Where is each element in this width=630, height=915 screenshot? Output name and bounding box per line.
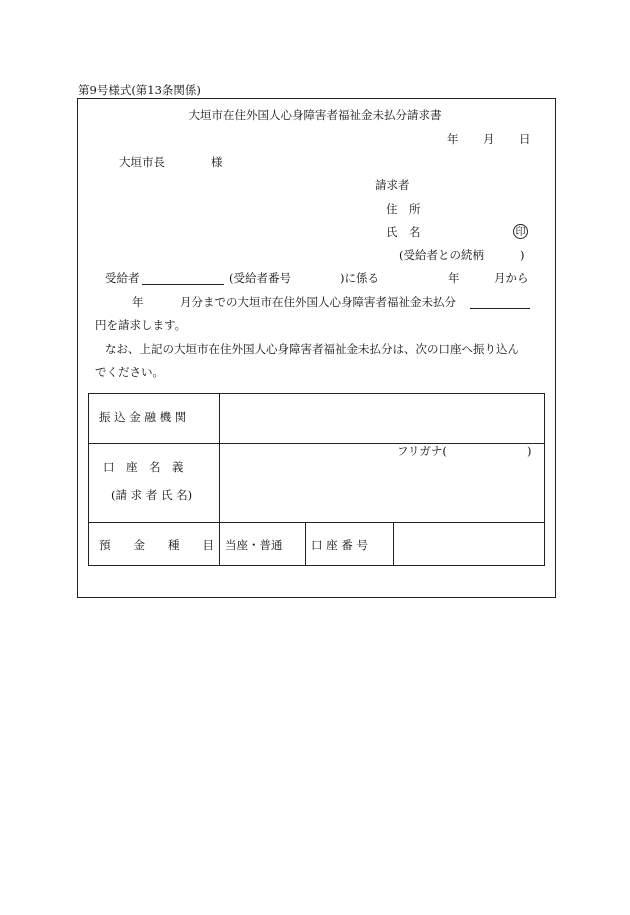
deposit-type-label: 預 金 種 目 — [99, 538, 214, 552]
account-holder-field[interactable] — [229, 462, 539, 518]
form-title: 大垣市在住外国人心身障害者福祉金未払分請求書 — [188, 108, 442, 122]
date-day: 日 — [519, 132, 531, 146]
recipient-number-label: (受給者番号 — [229, 271, 291, 285]
bank-label: 振 込 金 融 機 関 — [99, 410, 187, 424]
account-table — [88, 393, 545, 566]
addressee-honorific: 様 — [211, 155, 223, 169]
requester-label: 請求者 — [375, 178, 410, 192]
form-number: 第9号様式(第13条関係) — [78, 83, 201, 97]
from-year-label: 年 — [448, 271, 460, 285]
note-text-cont: でください。 — [95, 365, 164, 379]
table-col-divider — [305, 522, 306, 566]
to-year-label: 年 — [132, 295, 144, 309]
deposit-type-value[interactable]: 当座・普通 — [225, 538, 283, 552]
furigana-close: ) — [527, 444, 532, 458]
table-col-divider — [393, 522, 394, 566]
bank-field[interactable] — [229, 398, 539, 438]
relationship-label: (受給者との続柄 — [399, 248, 484, 262]
address-label: 住 所 — [386, 202, 421, 216]
furigana-label: フリガナ( — [397, 444, 447, 458]
relationship-close: ) — [520, 248, 525, 262]
account-holder-label: 口 座 名 義 — [103, 460, 184, 474]
account-number-label: 口 座 番 号 — [311, 538, 368, 552]
amount-blank[interactable] — [470, 308, 530, 309]
recipient-blank[interactable] — [142, 284, 224, 285]
date-month: 月 — [483, 132, 495, 146]
table-row-divider — [89, 443, 544, 444]
pertains-text: )に係る — [340, 271, 379, 285]
request-text: 円を請求します。 — [95, 318, 187, 332]
to-month-text: 月分までの大垣市在住外国人心身障害者福祉金未払分 — [180, 295, 456, 309]
addressee-name: 大垣市長 — [119, 155, 165, 169]
account-holder-sublabel: (請 求 者 氏 名) — [111, 488, 193, 502]
seal-icon: 印 — [513, 224, 528, 239]
from-month-label: 月から — [494, 271, 529, 285]
note-text: なお、上記の大垣市在住外国人心身障害者福祉金未払分は、次の口座へ振り込ん — [105, 342, 519, 356]
name-label: 氏 名 — [386, 225, 421, 239]
table-row-divider — [89, 522, 544, 523]
table-col-divider — [219, 394, 220, 566]
account-number-field[interactable] — [399, 526, 539, 562]
recipient-label: 受給者 — [105, 271, 140, 285]
date-year: 年 — [447, 132, 459, 146]
